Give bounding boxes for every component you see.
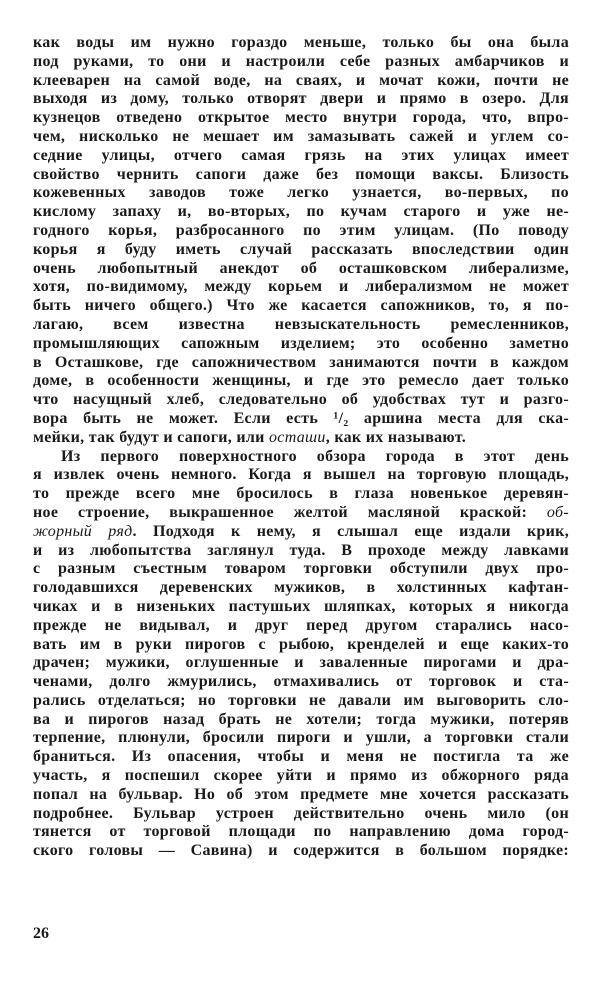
text-line: попал на бульвар. Но об этом предмете мне хочется рассказать <box>33 785 569 803</box>
text-line: чем, нисколько не мешает им замазывать сажей и углем со- <box>33 127 569 145</box>
text-line: что насущный хлеб, следовательно об удобствах тут и разго- <box>33 391 569 409</box>
text-line: ва и пирогов назад брать не хотели; тогда мужики, потеряв <box>33 710 569 728</box>
text-line: драчен; мужики, оглушенные и заваленные пирогами и дра- <box>33 654 569 672</box>
text-line: Из первого поверхностного обзора города в этот день <box>61 447 569 465</box>
text-line: кожевенных заводов тоже легко узнается, во-первых, по <box>33 184 569 202</box>
page-number: 26 <box>33 925 49 942</box>
text-line: под руками, то они и настроили себе разных амбарчиков и <box>33 52 569 70</box>
text-line: клееварен на самой воде, на сваях, и мочат кожи, почти не <box>33 71 569 89</box>
text-line: ского головы — Савина) и содержится в большом порядке: <box>33 842 569 860</box>
text-line: промышляющих сапожным изделием; это особенно заметно <box>33 334 569 352</box>
text-line: кислому запаху и, во-вторых, по кучам старого и уже не- <box>33 203 569 221</box>
text-line: то прежде всего мне бросилось в глаза новенькое деревян- <box>33 485 569 503</box>
page-body <box>33 34 569 861</box>
text-line: в Осташкове, где сапожничеством занимаются почти в каждом <box>33 353 569 371</box>
text-line: браниться. Из опасения, чтобы и меня не постигла та же <box>33 748 569 766</box>
text-line: с разным съестным товаром торговки обступили двух про- <box>33 560 569 578</box>
text-line: доме, в особенности женщины, и где это ремесло дает только <box>33 372 569 390</box>
text-line: тянется от торговой площади по направлению дома город- <box>33 823 569 841</box>
text-line: я извлек очень немного. Когда я вышел на торговую площадь, <box>33 466 569 484</box>
text-line: прежде не видывал, и друг перед другом старались насо- <box>33 616 569 634</box>
italic-term: осташи <box>269 428 326 446</box>
text-segment: , как их называют. <box>325 428 467 446</box>
text-line: седние улицы, отчего самая грязь на этих улицах имеет <box>33 146 569 164</box>
text-line: и из любопытства заглянул туда. В проходе между лавками <box>33 541 569 559</box>
text-line: годного корья, разбросанного по этим улицам. (По поводу <box>33 221 569 239</box>
text-line <box>33 504 569 523</box>
text-line: выходя из дому, только отворят двери и прямо в озеро. Для <box>33 90 569 108</box>
text-line: терпение, плюнули, бросили пироги и ушли, а торговки стали <box>33 729 569 747</box>
text-line: вора быть не может. Если есть ¹/₂ аршина места для ска- <box>33 409 569 427</box>
text-line: участь, я поспешил скорее уйти и прямо из обжорного ряда <box>33 767 569 785</box>
italic-term: жорный ряд <box>33 522 133 540</box>
text-line <box>33 523 569 542</box>
text-line <box>33 429 569 448</box>
italic-term: об- <box>546 503 569 521</box>
text-line: хотя, по-видимому, между корьем и либерализмом не может <box>33 278 569 296</box>
text-line: голодавшихся деревенских мужиков, в холстинных кафтан- <box>33 579 569 597</box>
text-line: очень любопытный анекдот об осташковском либерализме, <box>33 259 569 277</box>
text-line: свойство чернить сапоги даже без помощи ваксы. Близость <box>33 165 569 183</box>
text-line: рались отделаться; но торговки не давали им выговорить сло- <box>33 691 569 709</box>
text-segment: . Подходя к нему, я слышал еще издали крик, <box>132 522 569 540</box>
text-segment: ное строение, выкрашенное желтой масляной краской: <box>33 503 547 521</box>
text-line: как воды им нужно гораздо меньше, только бы она была <box>33 34 569 51</box>
text-segment: мейки, так будут и сапоги, или <box>33 428 269 446</box>
text-line: ченами, долго жмурились, отмахивались от торговок и ста- <box>33 673 569 691</box>
text-line: чиках и в низеньких пастушьих шляпках, которых я никогда <box>33 597 569 615</box>
text-line: вать им в руки пирогов с рыбою, кренделей и еще каких-то <box>33 635 569 653</box>
text-line: лагаю, всем известна невзыскательность ремесленников, <box>33 315 569 333</box>
text-line: корья я буду иметь случай рассказать впоследствии один <box>33 240 569 258</box>
text-line: подробнее. Бульвар устроен действительно очень мило (он <box>33 804 569 822</box>
text-line: быть ничего общего.) Что же касается сапожников, то, я по- <box>33 297 569 315</box>
text-line: кузнецов отведено открытое место внутри города, что, впро- <box>33 109 569 127</box>
